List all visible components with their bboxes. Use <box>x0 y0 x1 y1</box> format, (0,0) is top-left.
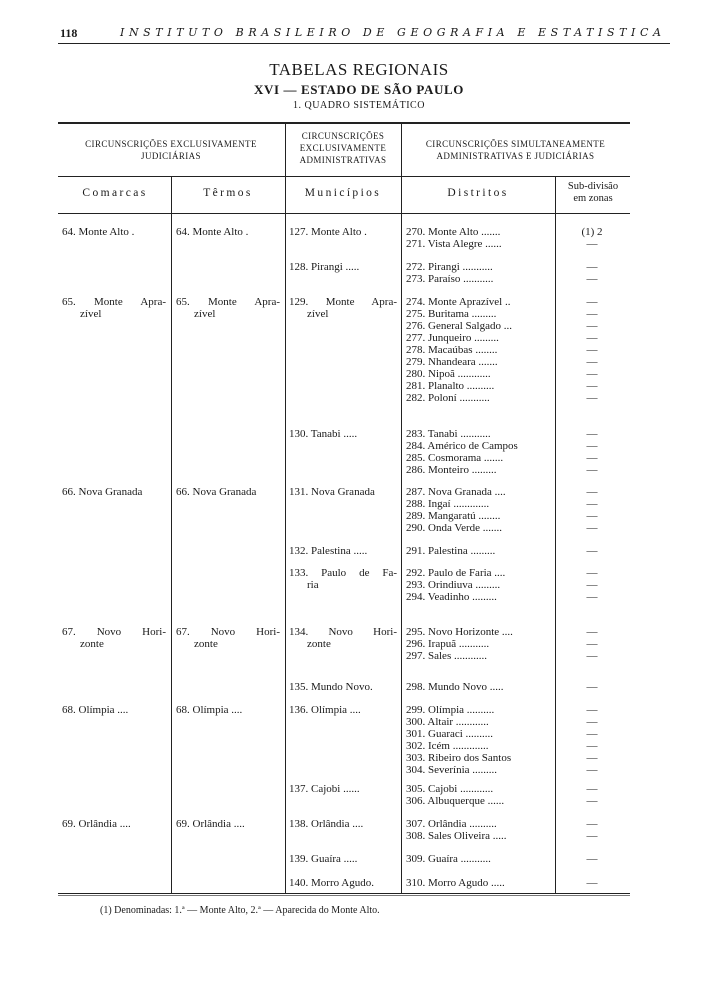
zone-value: — <box>586 853 598 865</box>
col-divider-2 <box>285 124 286 893</box>
distrito-entry: 295. Novo Horizonte .... <box>406 626 513 638</box>
distrito-entry: 286. Monteiro ......... <box>406 464 497 476</box>
zone-value: — <box>586 704 598 716</box>
comarca-entry-line: 66. Nova Granada <box>62 486 143 498</box>
table-top-rule <box>58 122 630 124</box>
termo-entry <box>176 486 280 498</box>
municipio-entry-line: 131. Nova Granada <box>289 486 375 498</box>
municipio-entry <box>289 853 397 865</box>
municipio-entry <box>289 261 397 273</box>
municipio-entry <box>289 486 397 498</box>
section-title: 1. QUADRO SISTEMÁTICO <box>293 100 425 111</box>
municipio-entry-line: 129. Monte Apra- <box>289 296 397 308</box>
zone-value: — <box>586 296 598 308</box>
distrito-entry: 271. Vista Alegre ...... <box>406 238 502 250</box>
zone-value: — <box>586 332 598 344</box>
group-header-line: CIRCUNSCRIÇÕES <box>301 131 385 141</box>
column-header-line: Sub-divisão <box>567 181 619 192</box>
zone-value: — <box>586 452 598 464</box>
distrito-entry: 272. Pirangi ........... <box>406 261 493 273</box>
municipio-entry-line: 128. Pirangi ..... <box>289 261 360 273</box>
group-header-administrative <box>287 130 399 166</box>
distrito-entry: 309. Guaíra ........... <box>406 853 491 865</box>
distrito-entry: 310. Morro Agudo ..... <box>406 877 505 889</box>
comarca-entry-line: 67. Novo Hori- <box>62 626 166 638</box>
distrito-entry: 283. Tanabi ........... <box>406 428 491 440</box>
distrito-entry: 277. Junqueiro ......... <box>406 332 499 344</box>
municipio-entry-line: 133. Paulo de Fa- <box>289 567 397 579</box>
distrito-entry: 278. Macaúbas ........ <box>406 344 498 356</box>
comarca-entry-line: 65. Monte Apra- <box>62 296 166 308</box>
distrito-entry: 285. Cosmorama ....... <box>406 452 504 464</box>
comarca-entry-line: 64. Monte Alto . <box>62 226 135 238</box>
municipio-entry-line: 139. Guaíra ..... <box>289 853 358 865</box>
distrito-entry: 275. Buritama ......... <box>406 308 497 320</box>
comarca-entry-line: 69. Orlândia .... <box>62 818 131 830</box>
group-header-judicial <box>60 138 282 162</box>
column-header-line: em zonas <box>573 193 613 204</box>
comarca-entry-line: 68. Olímpia .... <box>62 704 129 716</box>
group-header-line: JUDICIÁRIAS <box>141 151 201 161</box>
zone-value: — <box>586 510 598 522</box>
zone-value: — <box>586 464 598 476</box>
distrito-entry: 302. Icém ............. <box>406 740 489 752</box>
distrito-entry: 291. Palestina ......... <box>406 545 496 557</box>
table-bottom-rule <box>58 893 630 894</box>
zone-value: — <box>586 344 598 356</box>
municipio-entry <box>289 296 397 320</box>
col-divider-3 <box>401 124 402 893</box>
termo-entry-line: zonte <box>194 638 218 651</box>
termo-entry <box>176 818 280 830</box>
distrito-entry: 280. Nipoã ............ <box>406 368 491 380</box>
termo-entry-line: 66. Nova Granada <box>176 486 257 498</box>
zone-value: — <box>586 545 598 557</box>
municipio-entry <box>289 226 397 238</box>
distrito-entry: 300. Altair ............ <box>406 716 489 728</box>
zone-value: — <box>586 764 598 776</box>
zone-value: — <box>586 830 598 842</box>
group-header-line: CIRCUNSCRIÇÕES EXCLUSIVAMENTE <box>85 139 257 149</box>
distrito-entry: 274. Monte Aprazível .. <box>406 296 511 308</box>
municipio-entry <box>289 626 397 650</box>
municipio-entry <box>289 818 397 830</box>
municipio-entry <box>289 428 397 440</box>
zone-value: — <box>586 818 598 830</box>
municipio-entry-line: 138. Orlândia .... <box>289 818 364 830</box>
zone-value: — <box>586 626 598 638</box>
distrito-entry: 288. Ingaí ............. <box>406 498 490 510</box>
municipio-entry-line: 130. Tanabi ..... <box>289 428 358 440</box>
distrito-entry: 297. Sales ............ <box>406 650 487 662</box>
municipio-entry <box>289 681 397 693</box>
group-header-line: EXCLUSIVAMENTE <box>299 143 387 153</box>
page-title: TABELAS REGIONAIS <box>269 60 449 79</box>
distrito-entry: 276. General Salgado ... <box>406 320 512 332</box>
municipio-entry-line: 136. Olímpia .... <box>289 704 361 716</box>
termo-entry-line: zível <box>194 308 216 321</box>
zone-value: — <box>586 740 598 752</box>
column-header-subdivisao <box>557 181 629 205</box>
zone-value: — <box>586 261 598 273</box>
col-divider-1 <box>171 176 172 893</box>
zone-value: — <box>586 238 598 250</box>
termo-entry <box>176 704 280 716</box>
zone-value: — <box>586 650 598 662</box>
distrito-entry: 296. Irapuã ........... <box>406 638 490 650</box>
zone-value: — <box>586 877 598 889</box>
group-header-both <box>403 138 628 162</box>
zone-value: — <box>586 638 598 650</box>
municipio-entry-line: 134. Novo Hori- <box>289 626 397 638</box>
municipio-entry-line: 140. Morro Agudo. <box>289 877 374 889</box>
state-title: XVI — ESTADO DE SÃO PAULO <box>254 82 464 97</box>
distrito-entry: 287. Nova Granada .... <box>406 486 506 498</box>
distrito-entry: 299. Olímpia .......... <box>406 704 495 716</box>
column-header-distritos: Distritos <box>447 187 509 199</box>
zone-value: — <box>586 356 598 368</box>
municipio-entry-line: 127. Monte Alto . <box>289 226 367 238</box>
running-head <box>60 26 670 42</box>
termo-entry <box>176 296 280 320</box>
termo-entry-line: 64. Monte Alto . <box>176 226 249 238</box>
distrito-entry: 305. Cajobi ............ <box>406 783 494 795</box>
termo-entry-line: 69. Orlândia .... <box>176 818 245 830</box>
zone-value: — <box>586 368 598 380</box>
distrito-entry: 306. Albuquerque ...... <box>406 795 505 807</box>
termo-entry <box>176 626 280 650</box>
zone-value: — <box>586 681 598 693</box>
municipio-entry <box>289 877 397 889</box>
distrito-entry: 304. Severínia ......... <box>406 764 498 776</box>
footnote: (1) Denominadas: 1.ª — Monte Alto, 2.ª — Aparecida do Monte Alto. <box>100 905 380 916</box>
zone-value: — <box>586 752 598 764</box>
comarca-entry <box>62 626 166 650</box>
distrito-entry: 289. Mangaratú ........ <box>406 510 501 522</box>
comarca-entry <box>62 226 166 238</box>
zone-value: — <box>586 320 598 332</box>
column-header-termos: Têrmos <box>203 187 253 199</box>
header-rule <box>58 43 670 44</box>
zone-value: — <box>586 498 598 510</box>
page-number: 118 <box>60 26 78 40</box>
municipio-entry-line: zonte <box>307 638 331 651</box>
distrito-entry: 303. Ribeiro dos Santos <box>406 752 512 764</box>
column-header-municipios: Municípios <box>304 187 382 199</box>
footnote-rule <box>58 895 630 896</box>
zone-value: — <box>586 380 598 392</box>
distrito-entry: 282. Poloní ........... <box>406 392 490 404</box>
distrito-entry: 294. Veadinho ......... <box>406 591 497 603</box>
distrito-entry: 273. Paraíso ........... <box>406 273 494 285</box>
zone-value: — <box>586 728 598 740</box>
group-header-rule <box>58 176 630 177</box>
zone-value: — <box>586 428 598 440</box>
termo-entry <box>176 226 280 238</box>
distrito-entry: 301. Guaraci .......... <box>406 728 494 740</box>
distrito-entry: 293. Orindiuva ......... <box>406 579 501 591</box>
col-divider-4 <box>555 176 556 893</box>
municipio-entry <box>289 783 397 795</box>
zone-value: — <box>586 308 598 320</box>
zone-value: — <box>586 567 598 579</box>
municipio-entry-line: 132. Palestina ..... <box>289 545 368 557</box>
comarca-entry <box>62 704 166 716</box>
termo-entry-line: 68. Olímpia .... <box>176 704 243 716</box>
municipio-entry-line: ria <box>307 579 319 592</box>
municipio-entry <box>289 545 397 557</box>
comarca-entry <box>62 486 166 498</box>
distrito-entry: 292. Paulo de Faria .... <box>406 567 506 579</box>
municipio-entry <box>289 567 397 591</box>
zone-value: — <box>586 273 598 285</box>
zone-value: — <box>586 783 598 795</box>
zone-value: — <box>586 716 598 728</box>
comarca-entry <box>62 296 166 320</box>
column-header-rule <box>58 213 630 214</box>
zone-value: — <box>586 486 598 498</box>
distrito-entry: 298. Mundo Novo ..... <box>406 681 504 693</box>
distrito-entry: 279. Nhandeara ....... <box>406 356 498 368</box>
municipio-entry-line: 135. Mundo Novo. <box>289 681 373 693</box>
group-header-line: ADMINISTRATIVAS <box>299 155 387 165</box>
distrito-entry: 308. Sales Oliveira ..... <box>406 830 507 842</box>
zone-value: — <box>586 591 598 603</box>
zone-value: — <box>586 392 598 404</box>
distrito-entry: 270. Monte Alto ....... <box>406 226 501 238</box>
group-header-line: CIRCUNSCRIÇÕES SIMULTANEAMENTE <box>425 139 606 149</box>
municipio-entry <box>289 704 397 716</box>
distrito-entry: 284. Américo de Campos <box>406 440 518 452</box>
distrito-entry: 290. Onda Verde ....... <box>406 522 503 534</box>
termo-entry-line: 67. Novo Hori- <box>176 626 280 638</box>
running-title: INSTITUTO BRASILEIRO DE GEOGRAFIA E ESTATISTICA <box>120 26 666 39</box>
comarca-entry-line: zível <box>80 308 102 321</box>
distrito-entry: 281. Planalto .......... <box>406 380 495 392</box>
zone-value: — <box>586 795 598 807</box>
comarca-entry-line: zonte <box>80 638 104 651</box>
zone-value: — <box>586 579 598 591</box>
termo-entry-line: 65. Monte Apra- <box>176 296 280 308</box>
zone-value: — <box>586 522 598 534</box>
distrito-entry: 307. Orlândia .......... <box>406 818 497 830</box>
municipio-entry-line: zível <box>307 308 329 321</box>
comarca-entry <box>62 818 166 830</box>
municipio-entry-line: 137. Cajobi ...... <box>289 783 360 795</box>
column-header-comarcas: Comarcas <box>82 187 148 199</box>
zone-value: — <box>586 440 598 452</box>
group-header-line: ADMINISTRATIVAS E JUDICIÁRIAS <box>436 151 595 161</box>
zone-value: (1) 2 <box>581 226 603 238</box>
